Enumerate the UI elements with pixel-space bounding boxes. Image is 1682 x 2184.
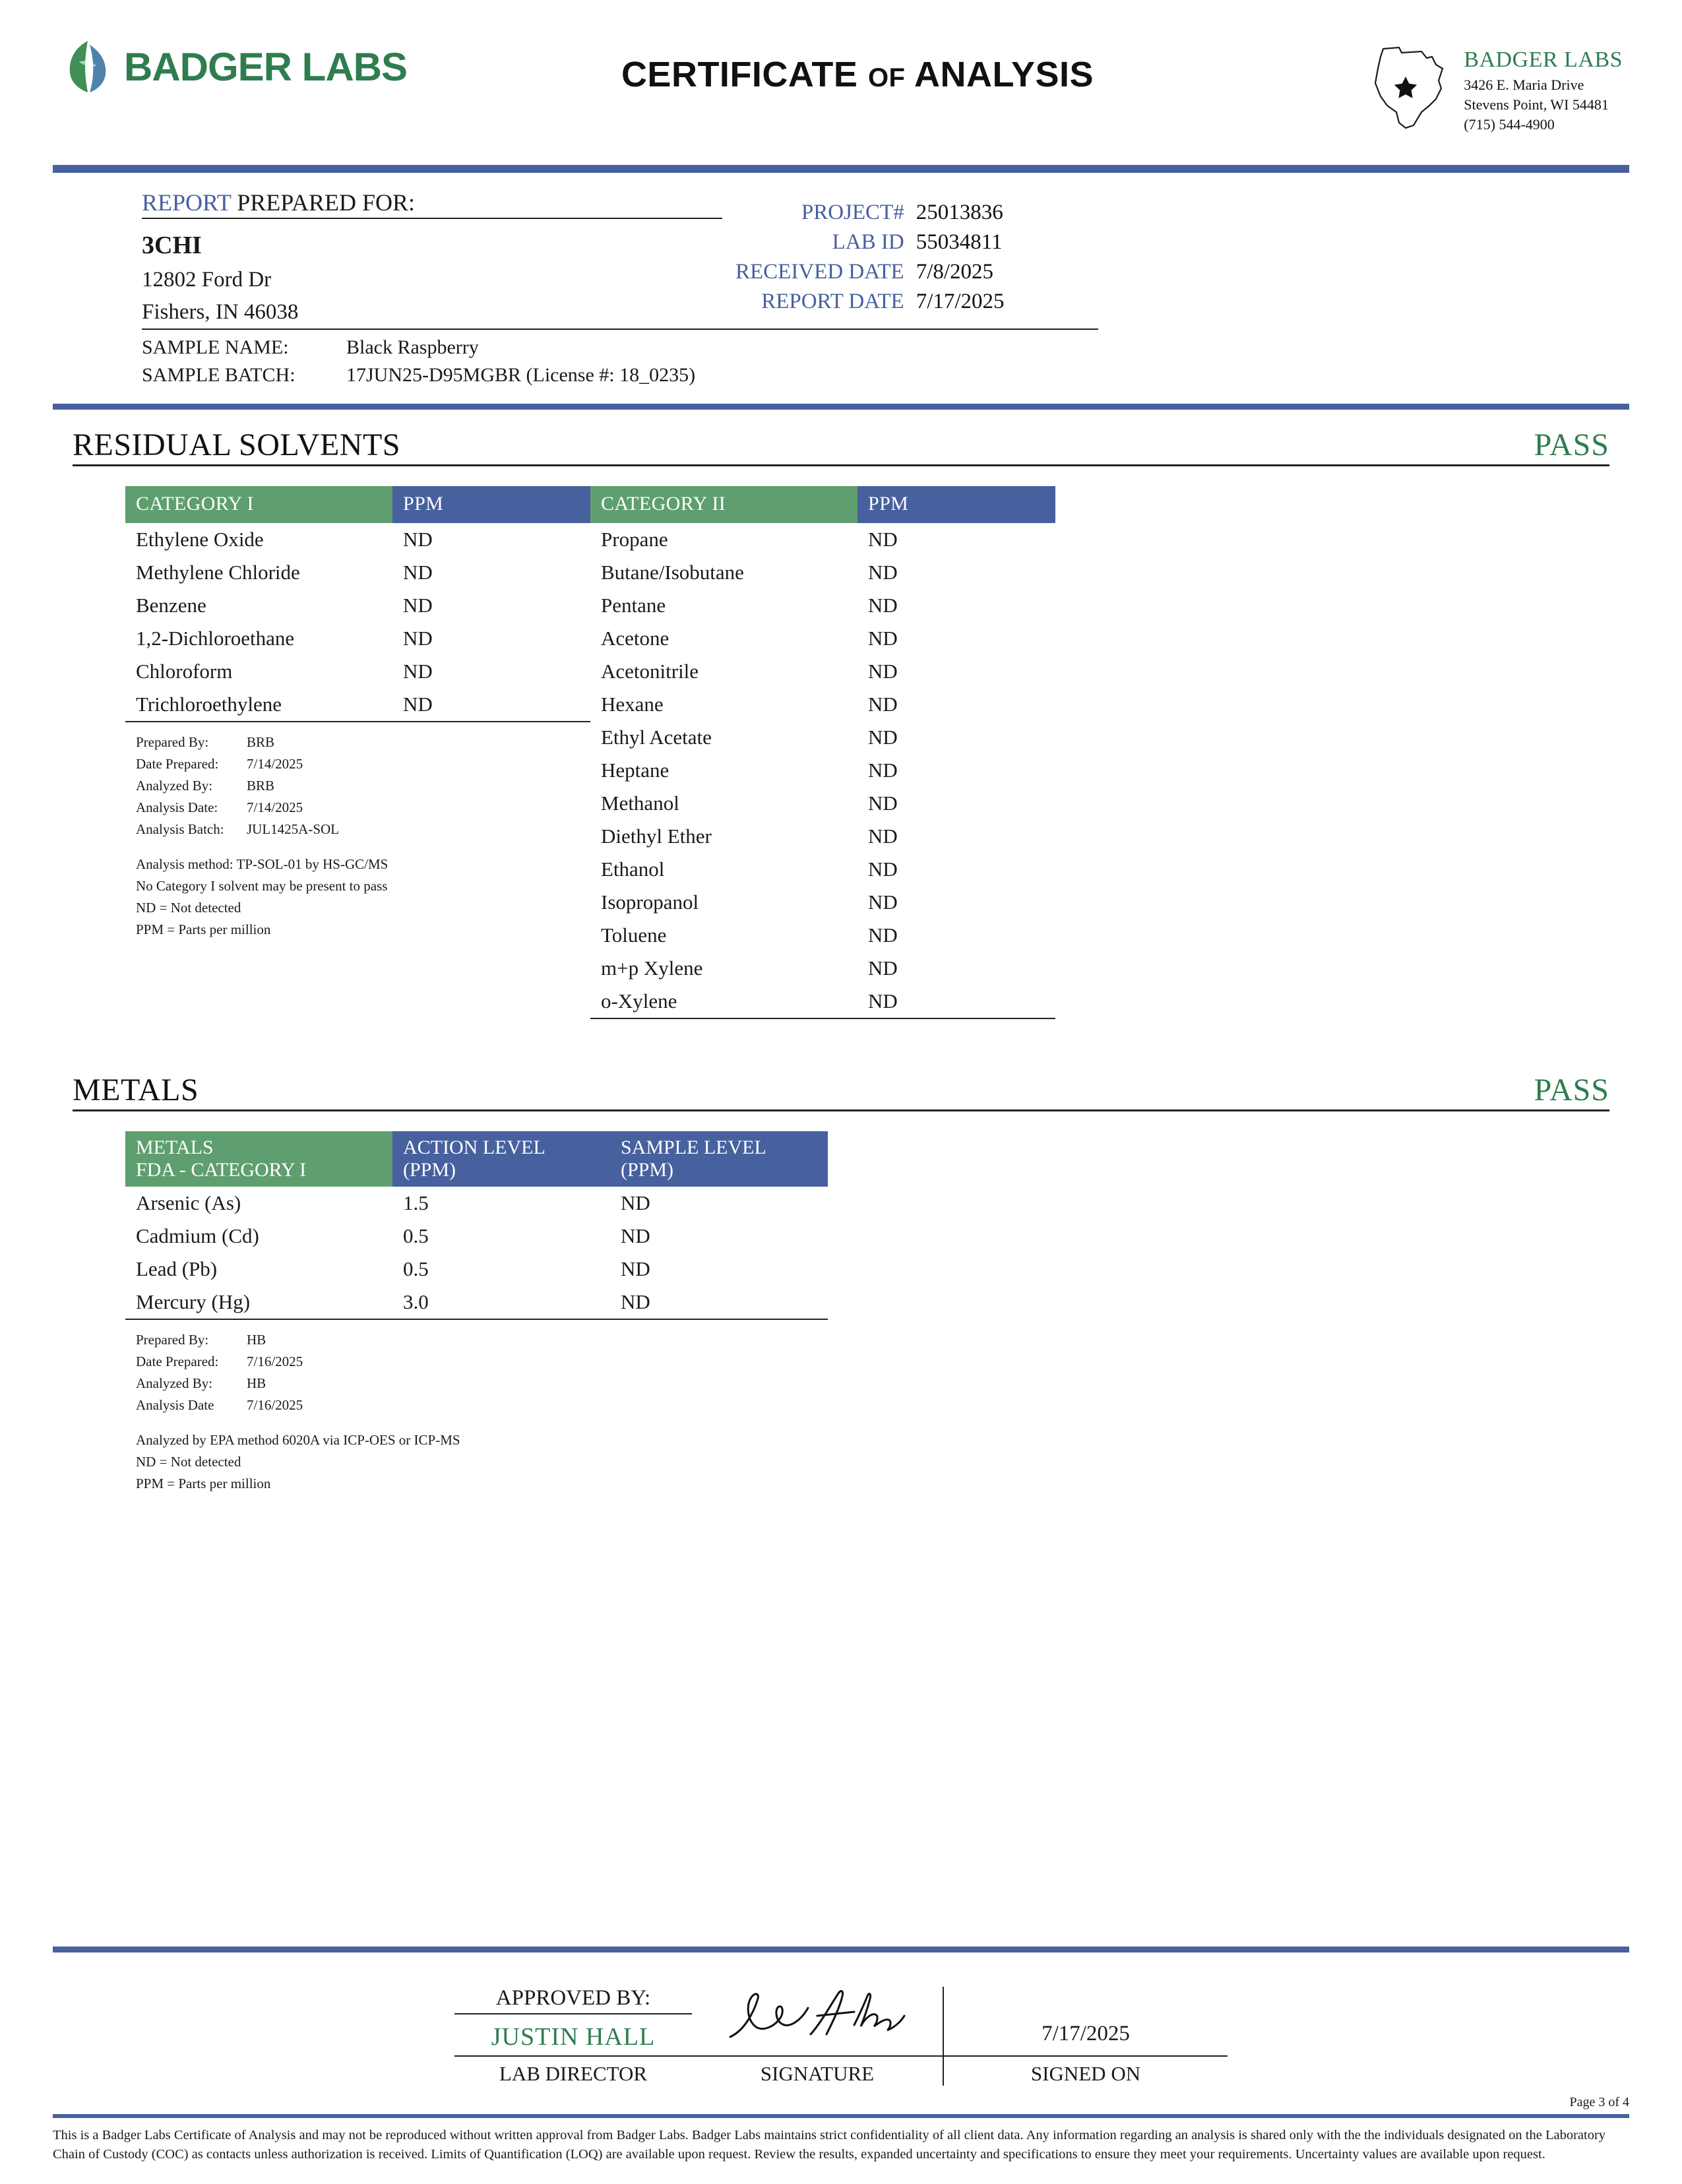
table-row [590, 655, 1055, 688]
metals-table [125, 1131, 828, 1320]
category-2-ppm-header: PPM [857, 486, 1055, 523]
header-divider [53, 165, 1629, 173]
prepared-by-value: HB [247, 1332, 266, 1348]
table-row [735, 228, 1005, 257]
metals-title: METALS [73, 1073, 199, 1108]
project-number-label: PROJECT# [801, 201, 904, 224]
nd-definition-note: ND = Not detected [136, 1454, 241, 1470]
wisconsin-map-icon [1358, 42, 1457, 135]
analyte-name: Acetone [601, 627, 670, 650]
analysis-date-label: Analysis Date [136, 1397, 214, 1413]
prepared-for-rest: PREPARED FOR: [237, 189, 415, 216]
metal-sample-level: ND [621, 1191, 650, 1214]
signature-image [692, 1979, 943, 2057]
table-row [590, 523, 1055, 556]
analyte-name: Chloroform [136, 660, 233, 683]
date-prepared-row [136, 753, 590, 775]
metal-sample-level: ND [621, 1257, 650, 1280]
metals-header-line-1: METALS [136, 1137, 214, 1158]
sample-name-label: SAMPLE NAME: [142, 336, 289, 358]
logo-wordmark: BADGER LABS [124, 44, 408, 89]
analyte-name: 1,2-Dichloroethane [136, 627, 295, 650]
analyte-ppm: ND [868, 726, 898, 749]
prepared-by-label: Prepared By: [136, 1332, 209, 1348]
analysis-date-value: 7/14/2025 [247, 799, 303, 815]
date-prepared-row [136, 1351, 1629, 1373]
page-number: Page 3 of 4 [1569, 2095, 1629, 2109]
metal-action-level: 1.5 [403, 1191, 429, 1214]
approver-title: LAB DIRECTOR [499, 2062, 648, 2085]
lab-name: BADGER LABS [1464, 47, 1623, 72]
sample-level-header [610, 1131, 828, 1187]
lab-address-block [1253, 40, 1623, 135]
analyte-name: Propane [601, 528, 668, 551]
analyte-ppm: ND [868, 528, 898, 551]
lab-id-value: 55034811 [916, 230, 1003, 254]
analysis-date-row [136, 797, 590, 819]
table-row [590, 787, 1055, 820]
prepared-by-row [136, 732, 590, 753]
table-row [590, 622, 1055, 655]
sample-name-value: Black Raspberry [346, 336, 479, 358]
analyte-ppm: ND [403, 627, 433, 650]
date-prepared-label: Date Prepared: [136, 1354, 219, 1369]
report-info-section [0, 173, 1682, 387]
action-level-line-2: (PPM) [403, 1159, 456, 1181]
analyte-ppm: ND [868, 660, 898, 683]
solvents-tables [125, 486, 1629, 1019]
analyte-name: o-Xylene [590, 985, 857, 1018]
ppm-definition-note: PPM = Parts per million [136, 921, 271, 937]
analyte-name: Ethanol [601, 858, 665, 881]
analyte-ppm: ND [392, 688, 590, 722]
analyte-name: Isopropanol [601, 890, 699, 914]
page-title-of: OF [867, 63, 906, 92]
table-row [125, 1253, 828, 1286]
lab-phone: (715) 544-4900 [1464, 116, 1555, 133]
table-row [590, 952, 1055, 985]
prepared-for-heading [142, 189, 722, 219]
analyte-ppm: ND [403, 660, 433, 683]
disclaimer-text: This is a Badger Labs Certificate of Analysis and may not be reproduced without written approval from Badger Labs. Badger Labs maintains strict confidentiality of all client data. Any information regarding an analysis is shared only with the the individuals designated on the Laboratory Chain of Custody (COC) as contacts unless authorization is received. Limits of Quantification (LOQ) are available upon request. Review the results, expanded uncertainty and specifications to ensure they meet your requirements. Uncertainty values are available upon request. [53, 2128, 1606, 2162]
signed-on-date-area [944, 1979, 1228, 2057]
sample-name-row [142, 336, 1629, 359]
analyzed-by-row [136, 775, 590, 797]
analysis-date-label: Analysis Date: [136, 799, 218, 815]
analyte-name: Butane/Isobutane [601, 561, 744, 584]
table-row [590, 886, 1055, 919]
nd-definition-note: ND = Not detected [136, 900, 241, 916]
analyte-name: Hexane [601, 693, 664, 716]
metals-notes [136, 1329, 1629, 1495]
analyte-name: m+p Xylene [601, 956, 703, 980]
sample-info-block [142, 336, 1629, 387]
table-row [125, 556, 590, 589]
lab-id-label: LAB ID [832, 230, 904, 254]
signature-column [692, 1979, 943, 2086]
approver-column [454, 1986, 692, 2086]
table-row [125, 1286, 828, 1319]
metal-name: Mercury (Hg) [125, 1286, 392, 1319]
analyzed-by-label: Analyzed By: [136, 1375, 213, 1391]
analyte-ppm: ND [868, 561, 898, 584]
lab-address-line-2: Stevens Point, WI 54481 [1464, 96, 1609, 113]
ppm-definition-note: PPM = Parts per million [136, 1476, 271, 1491]
received-date-value: 7/8/2025 [916, 260, 994, 284]
analyte-name: Acetonitrile [601, 660, 699, 683]
metals-category-header [125, 1131, 392, 1187]
lab-address-line-1: 3426 E. Maria Drive [1464, 77, 1584, 93]
residual-solvents-heading [73, 427, 1609, 466]
table-row [125, 688, 590, 722]
category-1-ppm-header: PPM [392, 486, 590, 523]
metal-action-level: 0.5 [403, 1224, 429, 1247]
analyte-name: Methylene Chloride [136, 561, 300, 584]
footer-divider-top [53, 1947, 1629, 1952]
prepared-by-label: Prepared By: [136, 734, 209, 750]
analysis-batch-label: Analysis Batch: [136, 821, 224, 837]
analyte-ppm: ND [868, 792, 898, 815]
metal-sample-level: ND [621, 1224, 650, 1247]
table-row [735, 287, 1005, 317]
analyte-ppm: ND [868, 627, 898, 650]
prepared-by-row [136, 1329, 1629, 1351]
table-row [735, 198, 1005, 228]
analyte-ppm: ND [857, 985, 1055, 1018]
report-date-label: REPORT DATE [761, 290, 904, 313]
action-level-line-1: ACTION LEVEL [403, 1137, 545, 1158]
table-row [125, 1187, 828, 1220]
metals-method-note: Analyzed by EPA method 6020A via ICP-OES or ICP-MS [136, 1432, 460, 1448]
metal-action-level: 0.5 [403, 1257, 429, 1280]
sample-level-line-2: (PPM) [621, 1159, 674, 1181]
category-1-table [125, 486, 590, 1019]
table-row [590, 919, 1055, 952]
document-header [0, 0, 1682, 165]
table-row [590, 589, 1055, 622]
metals-heading [73, 1072, 1609, 1111]
approver-name: JUSTIN HALL [454, 2014, 692, 2057]
analyte-ppm: ND [403, 528, 433, 551]
analyte-ppm: ND [868, 923, 898, 947]
analyte-ppm: ND [868, 858, 898, 881]
analyte-ppm: ND [868, 890, 898, 914]
prepared-for-word: REPORT [142, 189, 232, 216]
analyte-ppm: ND [868, 693, 898, 716]
category-2-header-row [590, 486, 1055, 523]
badger-labs-logo [59, 40, 521, 94]
table-row [125, 523, 590, 556]
table-row [590, 754, 1055, 787]
sample-batch-row [142, 364, 1629, 387]
analyte-name: Pentane [601, 594, 666, 617]
sample-batch-label: SAMPLE BATCH: [142, 364, 296, 386]
document-footer [0, 1947, 1682, 2184]
analyte-name: Heptane [601, 759, 670, 782]
analysis-date-row [136, 1394, 1629, 1416]
analyte-name: Ethyl Acetate [601, 726, 712, 749]
table-row [590, 721, 1055, 754]
approval-block [0, 1952, 1682, 2086]
date-prepared-label: Date Prepared: [136, 756, 219, 772]
page-title [462, 40, 1253, 95]
table-row [590, 556, 1055, 589]
section-divider [53, 404, 1629, 410]
metal-action-level: 3.0 [392, 1286, 610, 1319]
analyte-name: Methanol [601, 792, 679, 815]
metals-status-badge: PASS [1534, 1073, 1609, 1108]
project-number-value: 25013836 [916, 201, 1003, 224]
analyzed-by-row [136, 1373, 1629, 1394]
metals-header-line-2: FDA - CATEGORY I [136, 1159, 307, 1181]
sample-batch-value: 17JUN25-D95MGBR (License #: 18_0235) [346, 364, 696, 386]
category-2-table [590, 486, 1055, 1019]
category-2-header: CATEGORY II [590, 486, 857, 523]
signature-label: SIGNATURE [760, 2062, 875, 2085]
residual-solvents-section [53, 410, 1629, 1019]
date-prepared-value: 7/14/2025 [247, 756, 303, 772]
analysis-batch-row [136, 819, 590, 840]
solvents-notes [136, 732, 590, 941]
page-title-main: CERTIFICATE [621, 55, 858, 94]
table-row [125, 622, 590, 655]
sample-level-line-1: SAMPLE LEVEL [621, 1137, 766, 1158]
signed-on-column [944, 1979, 1228, 2086]
table-row [125, 1220, 828, 1253]
client-name: 3CHI [142, 232, 202, 259]
analyte-ppm: ND [868, 956, 898, 980]
approved-by-label: APPROVED BY: [454, 1986, 692, 2014]
analyte-ppm: ND [403, 594, 433, 617]
prepared-by-value: BRB [247, 734, 275, 750]
metal-name: Lead (Pb) [136, 1257, 218, 1280]
analyte-ppm: ND [403, 561, 433, 584]
report-meta-table [735, 198, 1005, 317]
analyte-name: Benzene [136, 594, 206, 617]
analysis-method-note: Analysis method: TP-SOL-01 by HS-GC/MS [136, 856, 389, 872]
client-address-2: Fishers, IN 46038 [142, 300, 299, 324]
analysis-batch-value: JUL1425A-SOL [247, 821, 339, 837]
metals-header-row [125, 1131, 828, 1187]
analyzed-by-label: Analyzed By: [136, 778, 213, 794]
signed-on-date: 7/17/2025 [1042, 2022, 1130, 2045]
metal-sample-level: ND [610, 1286, 828, 1319]
analyte-name: Ethylene Oxide [136, 528, 264, 551]
analyte-ppm: ND [868, 759, 898, 782]
page-title-end: ANALYSIS [914, 55, 1094, 94]
date-prepared-value: 7/16/2025 [247, 1354, 303, 1369]
category-1-pass-note: No Category I solvent may be present to pass [136, 878, 388, 894]
metal-name: Cadmium (Cd) [136, 1224, 259, 1247]
analysis-date-value: 7/16/2025 [247, 1397, 303, 1413]
received-date-label: RECEIVED DATE [735, 260, 904, 284]
residual-solvents-status-badge: PASS [1534, 427, 1609, 462]
analyzed-by-value: BRB [247, 778, 275, 794]
table-row [590, 820, 1055, 853]
category-1-header: CATEGORY I [125, 486, 392, 523]
action-level-header [392, 1131, 610, 1187]
category-1-header-row [125, 486, 590, 523]
badger-leaf-icon [66, 40, 109, 94]
client-address-1: 12802 Ford Dr [142, 268, 272, 292]
residual-solvents-title: RESIDUAL SOLVENTS [73, 427, 400, 462]
table-row [590, 688, 1055, 721]
analyte-name: Diethyl Ether [601, 825, 712, 848]
analyte-name: Trichloroethylene [125, 688, 392, 722]
analyte-name: Toluene [601, 923, 667, 947]
report-date-value: 7/17/2025 [916, 290, 1005, 313]
table-row [590, 853, 1055, 886]
analyzed-by-value: HB [247, 1375, 266, 1391]
analyte-ppm: ND [868, 594, 898, 617]
report-meta-divider [142, 328, 1098, 330]
table-row [125, 655, 590, 688]
table-row [590, 985, 1055, 1018]
analyte-ppm: ND [868, 825, 898, 848]
table-row [735, 257, 1005, 287]
signed-on-label: SIGNED ON [1030, 2062, 1141, 2085]
table-row [125, 589, 590, 622]
metal-name: Arsenic (As) [136, 1191, 241, 1214]
metals-section [53, 1019, 1629, 1495]
